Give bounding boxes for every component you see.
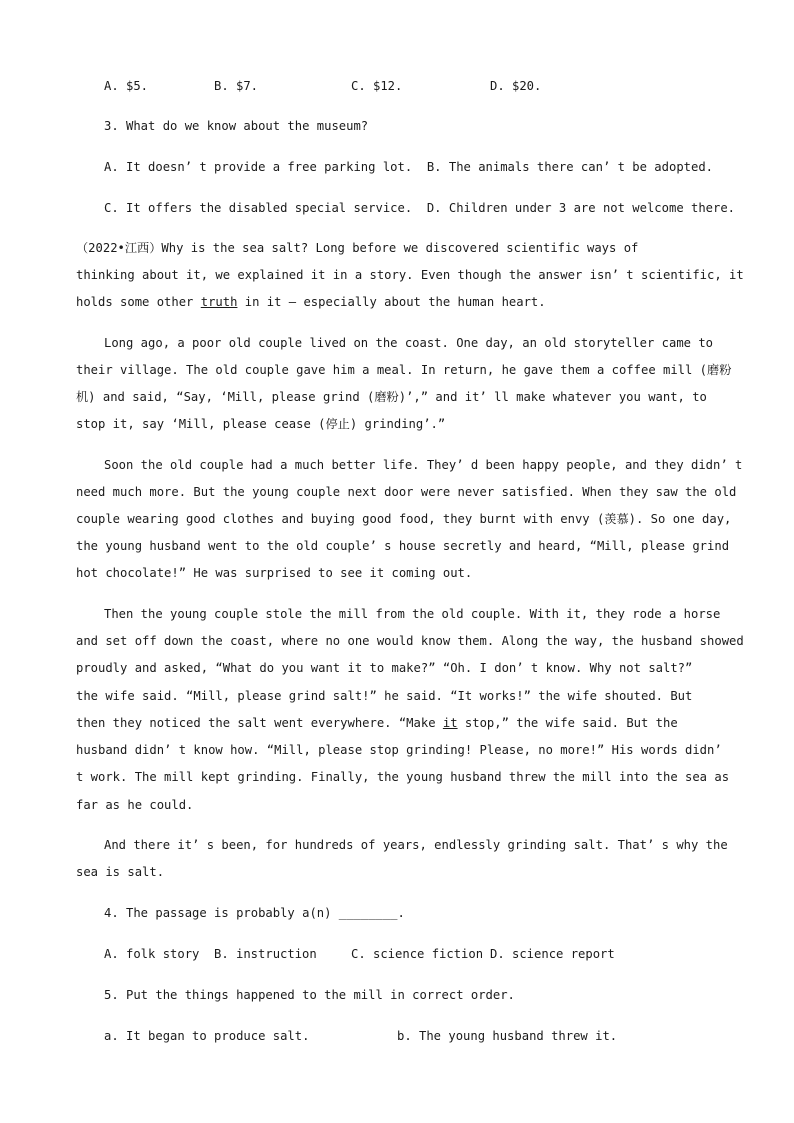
q2-option-b: B. $7.: [214, 79, 259, 93]
passage-line: proudly and asked, “What do you want it to make?” “Oh. I don’ t know. Why not salt?”: [76, 661, 693, 675]
passage-line: stop it, say ‘Mill, please cease (停止) grinding’.”: [76, 417, 446, 431]
underlined-word-truth: truth: [200, 295, 238, 309]
passage-text: in it — especially about the human heart.: [237, 295, 546, 309]
passage-line: Then the young couple stole the mill from the old couple. With it, they rode a horse: [104, 607, 721, 621]
q5-item-a: a. It began to produce salt.: [104, 1029, 310, 1043]
passage-line: husband didn’ t know how. “Mill, please stop grinding! Please, no more!” His words didn’: [76, 743, 722, 757]
passage-line: （2022•江西）Why is the sea salt? Long before we discovered scientific ways of: [76, 241, 639, 255]
q3-options-line-1: A. It doesn’ t provide a free parking lot. B. The animals there can’ t be adopted.: [104, 160, 714, 174]
q5-question: 5. Put the things happened to the mill in correct order.: [104, 988, 515, 1002]
passage-line: Soon the old couple had a much better life. They’ d been happy people, and they didn’ t: [104, 458, 743, 472]
q4-option-c: C. science fiction: [351, 947, 484, 961]
passage-line: hot chocolate!” He was surprised to see it coming out.: [76, 566, 473, 580]
q3-options-line-2: C. It offers the disabled special service. D. Children under 3 are not welcome there.: [104, 201, 736, 215]
passage-line: thinking about it, we explained it in a story. Even though the answer isn’ t scientific, it: [76, 268, 744, 282]
passage-text: then they noticed the salt went everywhere. “Make: [76, 716, 443, 730]
passage-line: the young husband went to the old couple’ s house secretly and heard, “Mill, please grind: [76, 539, 730, 553]
passage-line: couple wearing good clothes and buying good food, they burnt with envy (羡慕). So one day,: [76, 512, 732, 526]
passage-text: stop,” the wife said. But the: [457, 716, 678, 730]
q4-question: 4. The passage is probably a(n) ________.: [104, 906, 405, 920]
passage-line: the wife said. “Mill, please grind salt!” he said. “It works!” the wife shouted. But: [76, 689, 693, 703]
q3-question: 3. What do we know about the museum?: [104, 119, 369, 133]
q4-option-d: D. science report: [490, 947, 615, 961]
passage-line: 机) and said, “Say, ‘Mill, please grind (磨粉)’,” and it’ ll make whatever you want, to: [76, 390, 707, 404]
passage-line: need much more. But the young couple next door were never satisfied. When they saw the old: [76, 485, 737, 499]
passage-line: their village. The old couple gave him a meal. In return, he gave them a coffee mill (磨粉: [76, 363, 732, 377]
passage-line: [76, 715, 721, 731]
q2-option-c: C. $12.: [351, 79, 403, 93]
passage-line: And there it’ s been, for hundreds of years, endlessly grinding salt. That’ s why the: [104, 838, 728, 852]
passage-line: Long ago, a poor old couple lived on the coast. One day, an old storyteller came to: [104, 336, 714, 350]
passage-line: and set off down the coast, where no one would know them. Along the way, the husband showed: [76, 634, 744, 648]
passage-line: [76, 294, 721, 310]
passage-line: far as he could.: [76, 798, 194, 812]
passage-line: sea is salt.: [76, 865, 165, 879]
underlined-word-it: it: [442, 716, 458, 730]
q5-item-b: b. The young husband threw it.: [397, 1029, 618, 1043]
q2-option-d: D. $20.: [490, 79, 542, 93]
passage-line: t work. The mill kept grinding. Finally, the young husband threw the mill into the sea as: [76, 770, 730, 784]
q4-option-a: A. folk story: [104, 947, 200, 961]
q2-option-a: A. $5.: [104, 79, 149, 93]
q4-option-b: B. instruction: [214, 947, 317, 961]
passage-text: holds some other: [76, 295, 201, 309]
